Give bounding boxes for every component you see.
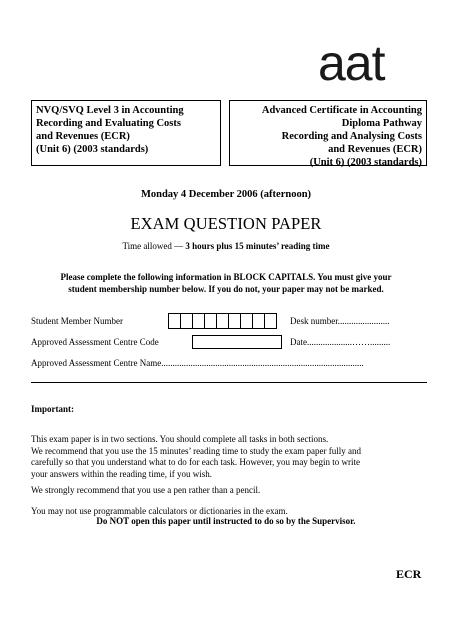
qual-left-line: and Revenues (ECR)	[36, 131, 130, 142]
qualification-box-left	[31, 100, 221, 166]
instructions-paragraph	[31, 434, 431, 480]
student-member-number-boxes[interactable]	[168, 313, 276, 329]
qual-right-line: (Unit 6) (2003 standards)	[309, 157, 422, 168]
calculator-rule: You may not use programmable calculators or dictionaries in the exam.	[31, 506, 288, 516]
time-allowed-prefix: Time allowed —	[122, 241, 186, 251]
paragraph-line: your answers within the reading time, if you wish.	[31, 468, 212, 479]
paper-code: ECR	[396, 567, 422, 581]
important-heading: Important:	[31, 404, 74, 414]
divider	[31, 382, 427, 383]
centre-code-label: Approved Assessment Centre Code	[31, 337, 159, 347]
paragraph-line: carefully so that you understand what to do for each task. However, you may begin to write	[31, 457, 361, 467]
exam-date: Monday 4 December 2006 (afternoon)	[140, 189, 312, 200]
paragraph-line: This exam paper is in two sections. You should complete all tasks in both sections.	[31, 434, 329, 444]
qual-left-line: NVQ/SVQ Level 3 in Accounting	[36, 105, 184, 116]
qual-right-line: Recording and Analysing Costs	[281, 131, 422, 142]
instruction-line: student membership number below. If you do not, your paper may not be marked.	[68, 283, 384, 294]
centre-code-box[interactable]	[192, 335, 282, 349]
final-notice: Do NOT open this paper until instructed to do so by the Supervisor.	[96, 516, 356, 526]
aat-logo: aat	[318, 35, 385, 91]
qualification-box-right	[229, 100, 427, 166]
paragraph-line: We recommend that you use the 15 minutes’ reading time to study the exam paper fully and	[31, 445, 362, 456]
date-field[interactable]: Date....................…….........	[290, 337, 391, 347]
desk-number-field[interactable]: Desk number.......................	[290, 316, 390, 326]
student-member-number-label: Student Member Number	[31, 316, 123, 326]
qualification-boxes	[31, 100, 427, 168]
block-capitals-instruction	[0, 272, 452, 295]
qual-right-line: Diploma Pathway	[341, 118, 422, 129]
time-allowed-value: 3 hours plus 15 minutes’ reading time	[185, 241, 330, 251]
digit-box[interactable]	[264, 313, 277, 329]
page-title: EXAM QUESTION PAPER	[130, 214, 322, 233]
qual-right-line: and Revenues (ECR)	[328, 144, 422, 155]
instruction-line: Please complete the following information in BLOCK CAPITALS. You must give your	[60, 272, 392, 282]
qual-right-line: Advanced Certificate in Accounting	[261, 105, 422, 116]
pen-recommendation: We strongly recommend that you use a pen rather than a pencil.	[31, 485, 261, 495]
time-allowed	[0, 241, 452, 251]
qual-left-line: (Unit 6) (2003 standards)	[36, 144, 149, 155]
centre-name-field[interactable]: Approved Assessment Centre Name..........................................................................................	[31, 358, 364, 368]
qual-left-line: Recording and Evaluating Costs	[36, 118, 181, 129]
